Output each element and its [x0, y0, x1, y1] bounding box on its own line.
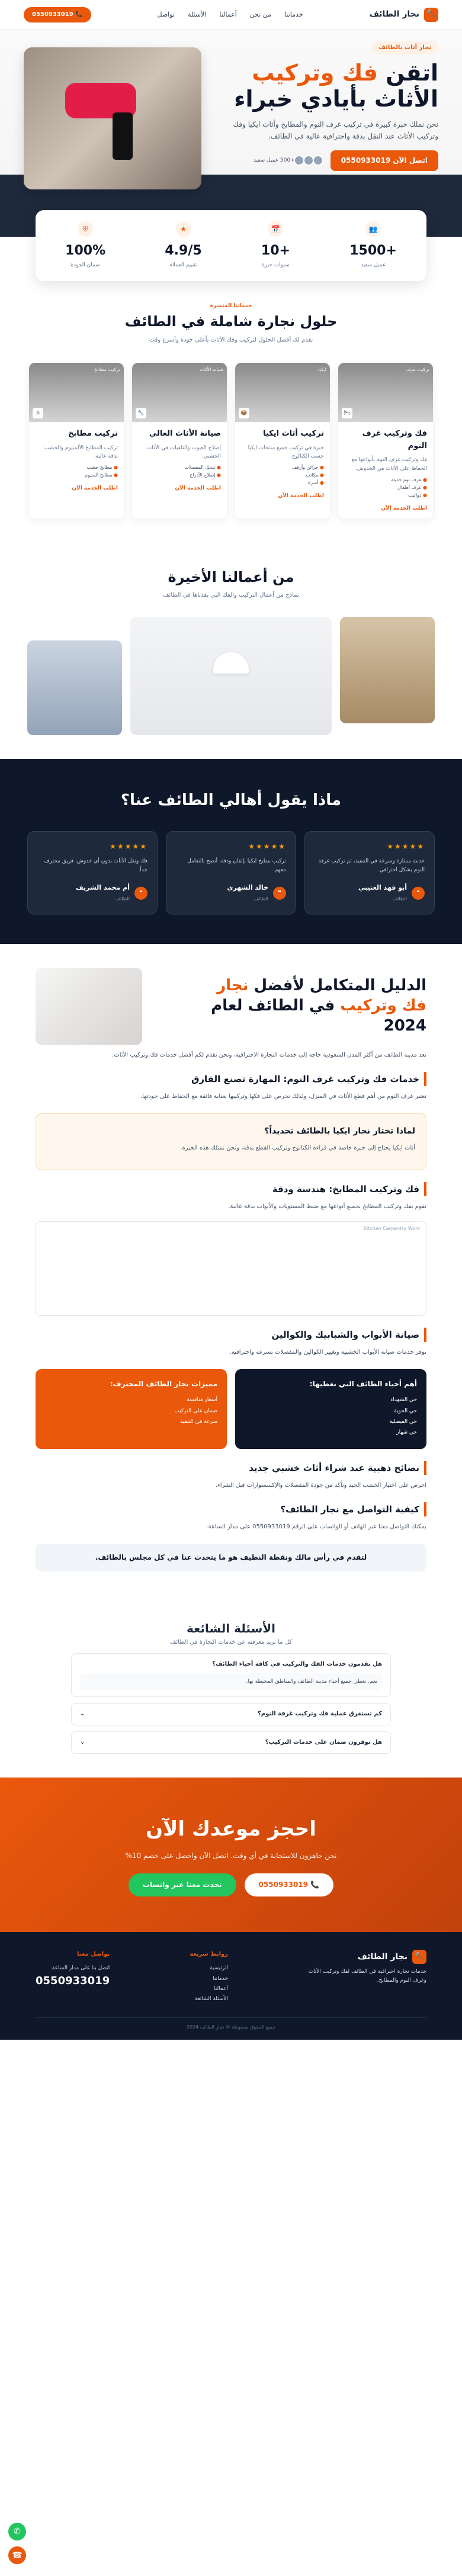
article-heading: كيفية التواصل مع نجار الطائف؟: [36, 1502, 426, 1516]
rating-stars: ★★★★★: [110, 842, 147, 851]
hero-title: اتقن فك وتركيب الأثاث بأيادي خبراء: [234, 60, 438, 112]
section-subtitle: نقدم لك أفضل الحلول لتركيب وفك الأثاث بأعلى جودة وأسرع وقت: [149, 336, 313, 343]
article-paragraph: نوفر خدمات صيانة الأبواب الخشبية وتغيير الكوالين والمفصلات بسرعة واحترافية.: [229, 1349, 426, 1356]
star-icon: ★: [176, 221, 191, 237]
quote-box: لتقدم في رأس مالك ونقطة النظيف هو ما يتحدث عنا في كل مجلس بالطائف.: [36, 1544, 426, 1572]
stat-item: ⛨ 100% ضمان الجودة: [65, 221, 105, 270]
service-card[interactable]: ايكيا 📦 تركيب أثاث ايكيا خبرة في تركيب جميع منتجات ايكيا حسب الكتالوج. ● خزائن وأرفف ● مكاتب ● أسرة اطلب الخدمة الآن: [235, 363, 330, 519]
cta-subtitle: نحن جاهزون للاستجابة في أي وقت. اتصل الآن واحصل على خصم 10%: [125, 1851, 337, 1860]
brand[interactable]: [370, 8, 438, 22]
chevron-down-icon: ⌄: [80, 1739, 85, 1746]
article-heading: صيانة الأبواب والشبابيك والكوالين: [36, 1328, 426, 1342]
article-paragraph: يمكنك التواصل معنا عبر الهاتف أو الواتساب على الرقم 0550933019 على مدار الساعة.: [206, 1523, 426, 1530]
wrench-icon: 🔧: [136, 408, 146, 418]
section-subtitle: نماذج من أعمال التركيب والفك التي نفذناها في الطائف: [163, 592, 299, 599]
article-paragraph: احرص على اختيار الخشب الجيد وتأكد من جودة المفصلات والإكسسوارات قبل الشراء.: [215, 1482, 426, 1489]
testimonial-card: ★★★★★ فك ونقل الأثاث بدون أي خدوش، فريق محترف جداً. ❝ أم محمد الشريف الطائف: [27, 831, 158, 915]
service-link[interactable]: اطلب الخدمة الآن: [381, 505, 427, 511]
cta-title: احجز موعدك الآن: [146, 1817, 316, 1841]
hero-pill: نجار أثاث بالطائف: [371, 41, 438, 54]
footer-link[interactable]: خدماتنا: [213, 1975, 229, 1982]
service-card[interactable]: تركيب مطابخ ⌂ تركيب مطابخ تركيب المطابخ الألمنيوم والخشب بدقة عالية. ● مطابخ خشب ● مطابخ ألمنيوم اطلب الخدمة الآن: [29, 363, 124, 519]
hero-description: نحن نملك خبرة كبيرة في تركيب غرف النوم والمطابخ وأثاث ايكيا وفك وتركيب الأثاث عند النقل بدقة واحترافية عالية في الطائف.: [233, 120, 438, 140]
service-card[interactable]: تركيب غرف 🛏 فك وتركيب غرف النوم فك وتركيب غرف النوم بأنواعها مع الحفاظ على الأثاث من الخدوش. ● غرف نوم حديثة ● غرف أطفال ● دواليب اطلب الخدمة الآن: [338, 363, 433, 519]
hero-image: [24, 47, 201, 189]
footer-link[interactable]: أعمالنا: [214, 1985, 229, 1992]
section-title: من أعمالنا الأخيرة: [168, 568, 294, 585]
site-header: [0, 0, 462, 30]
section-title: ماذا يقول أهالي الطائف عنا؟: [120, 791, 342, 810]
quote-icon: ❝: [134, 887, 147, 900]
faq-section: الأسئلة الشائعة كل ما تريد معرفته عن خدمات النجارة في الطائف هل تقدمون خدمات الفك والتركيب في كافة أحياء الطائف؟ نعم، نغطي جميع أحياء مدينة الطائف والمناطق المحيطة بها. كم تستغرق عملية فك وتركيب غرفة النوم؟ ⌄ هل توفرون ضمان على خدمات التركيب؟ ⌄: [0, 1595, 462, 1778]
nav-link[interactable]: من نحن: [249, 10, 272, 18]
areas-box: أهم أحياء الطائف التي نغطيها: حي الشهداء حي الحوية حي الفيصلية حي شهار: [235, 1369, 426, 1449]
stat-item: 📅 +10 سنوات خبرة: [261, 221, 290, 270]
nav-link[interactable]: أعمالنا: [219, 10, 237, 18]
footer-link[interactable]: الأسئلة الشائعة: [194, 1996, 229, 2002]
nav-link[interactable]: تواصل: [157, 10, 175, 18]
footer-link[interactable]: الرئيسية: [210, 1965, 229, 1972]
article-heading: خدمات فك وتركيب غرف النوم: المهارة تصنع الفارق: [36, 1072, 426, 1086]
work-image[interactable]: [340, 617, 435, 723]
faq-item[interactable]: هل تقدمون خدمات الفك والتركيب في كافة أحياء الطائف؟ نعم، نغطي جميع أحياء مدينة الطائف والمناطق المحيطة بها.: [71, 1653, 391, 1697]
article-heading: نصائح ذهبية عند شراء أثاث خشبي جديد: [36, 1461, 426, 1475]
article-image: [36, 968, 142, 1045]
hero-call-button[interactable]: اتصل الآن 0550933019: [331, 150, 438, 171]
whatsapp-button[interactable]: تحدث معنا عبر واتساب: [129, 1873, 236, 1896]
chevron-down-icon: ⌄: [80, 1711, 85, 1718]
footer-phone[interactable]: 0550933019: [36, 1974, 110, 1987]
video-embed[interactable]: Kitchen Carpentry Work: [36, 1221, 426, 1316]
section-title: الأسئلة الشائعة: [187, 1621, 275, 1635]
testimonials-section: [0, 759, 462, 944]
bed-icon: 🛏: [342, 408, 352, 418]
nav-link[interactable]: الأسئلة: [187, 10, 207, 18]
phone-float-icon[interactable]: ☎: [8, 2546, 26, 2564]
stat-item: ★ 4.9/5 تقييم العملاء: [165, 221, 201, 270]
call-button[interactable]: 📞 0550933019: [245, 1873, 334, 1896]
features-box: مميزات نجار الطائف المحترف: أسعار منافسة ضمان على التركيب سرعة في التنفيذ: [36, 1369, 227, 1449]
quote-icon: ❝: [412, 887, 425, 900]
article-heading: فك وتركيب المطابخ: هندسة ودقة: [36, 1182, 426, 1196]
calendar-icon: 📅: [268, 221, 283, 237]
faq-item[interactable]: هل توفرون ضمان على خدمات التركيب؟ ⌄: [71, 1731, 391, 1754]
work-image[interactable]: [130, 617, 332, 735]
header-phone-button[interactable]: 📞 0550933019: [24, 7, 91, 22]
brand-name: نجار الطائف: [369, 9, 419, 20]
section-title: حلول نجارة شاملة في الطائف: [124, 313, 338, 330]
shield-icon: ⛨: [78, 221, 93, 237]
service-card[interactable]: صيانة الأثاث 🔧 صيانة الأثاث العالي إصلاح العيوب والتلفيات في الأثاث الخشبي. ● تبديل المفصلات ● إصلاح الأدراج اطلب الخدمة الآن: [132, 363, 227, 519]
service-link[interactable]: اطلب الخدمة الآن: [175, 485, 221, 491]
quote-icon: ❝: [273, 887, 286, 900]
article-paragraph: نقوم بفك وتركيب المطابخ بجميع أنواعها مع ضبط المستويات والأبواب بدقة عالية.: [228, 1203, 426, 1210]
hammer-icon: 🔨: [424, 8, 438, 22]
testimonial-card: ★★★★★ خدمة ممتازة وسرعة في التنفيذ، تم تركيب غرفة النوم بشكل احترافي. ❝ أبو فهد العتيبي الطائف: [304, 831, 435, 915]
copyright: جميع الحقوق محفوظة © نجار الطائف 2024: [36, 2017, 426, 2031]
services-section: [0, 237, 462, 542]
service-link[interactable]: اطلب الخدمة الآن: [278, 492, 324, 499]
works-section: [0, 542, 462, 759]
hero: [0, 30, 462, 269]
rating-stars: ★★★★★: [387, 842, 425, 851]
main-nav: [158, 9, 303, 20]
article-paragraph: تعد مدينة الطائف من أكثر المدن السعودية حاجة إلى خدمات النجارة الاحترافية، ونحن نقدم لكم أفضل خدمات فك وتركيب الأثاث.: [112, 1051, 426, 1058]
whatsapp-float-icon[interactable]: ✆: [8, 2523, 26, 2540]
section-tag: خدماتنا المتميزة: [210, 303, 252, 309]
customer-avatars: +500 عميل سعيد: [254, 155, 323, 166]
rating-stars: ★★★★★: [248, 842, 286, 851]
users-icon: 👥: [365, 221, 381, 237]
stats-bar: [36, 210, 426, 281]
box-icon: 📦: [239, 408, 249, 418]
hammer-icon: 🔨: [412, 1950, 426, 1964]
highlight-box: لماذا تختار نجار ايكيا بالطائف تحديداً؟ أثاث ايكيا يحتاج إلى خبرة خاصة في قراءة الكتالوج وتركيب القطع بدقة، ونحن نمتلك هذه الخبرة.: [36, 1113, 426, 1170]
article-section: [0, 944, 462, 1595]
faq-item[interactable]: كم تستغرق عملية فك وتركيب غرفة النوم؟ ⌄: [71, 1703, 391, 1725]
article-paragraph: تعتبر غرف النوم من أهم قطع الأثاث في المنزل، ولذلك نحرص على فكها وتركيبها بعناية فائقة مع الحفاظ على جودتها.: [140, 1093, 426, 1100]
article-title: الدليل المتكامل لأفضل نجار فك وتركيب في الطائف لعام 2024: [211, 976, 426, 1035]
testimonial-card: ★★★★★ تركيب مطبخ ايكيا بإتقان ودقة، أنصح بالتعامل معهم. ❝ خالد الشهري الطائف: [166, 831, 296, 915]
service-link[interactable]: اطلب الخدمة الآن: [72, 485, 118, 491]
stat-item: 👥 +1500 عميل سعيد: [349, 221, 397, 270]
home-icon: ⌂: [33, 408, 43, 418]
site-footer: 🔨 نجار الطائف خدمات نجارة احترافية في الطائف لفك وتركيب الأثاث وغرف النوم والمطابخ. روابط سريعة الرئيسية خدماتنا أعمالنا الأسئلة الشائعة تواصل معنا اتصل بنا على مدار الساعة 0550933019 جميع الحقوق محفوظة © نجار الطائف 2024: [0, 1932, 462, 2039]
nav-link[interactable]: خدماتنا: [284, 10, 303, 18]
cta-section: [0, 1778, 462, 1932]
work-image[interactable]: [27, 640, 122, 735]
